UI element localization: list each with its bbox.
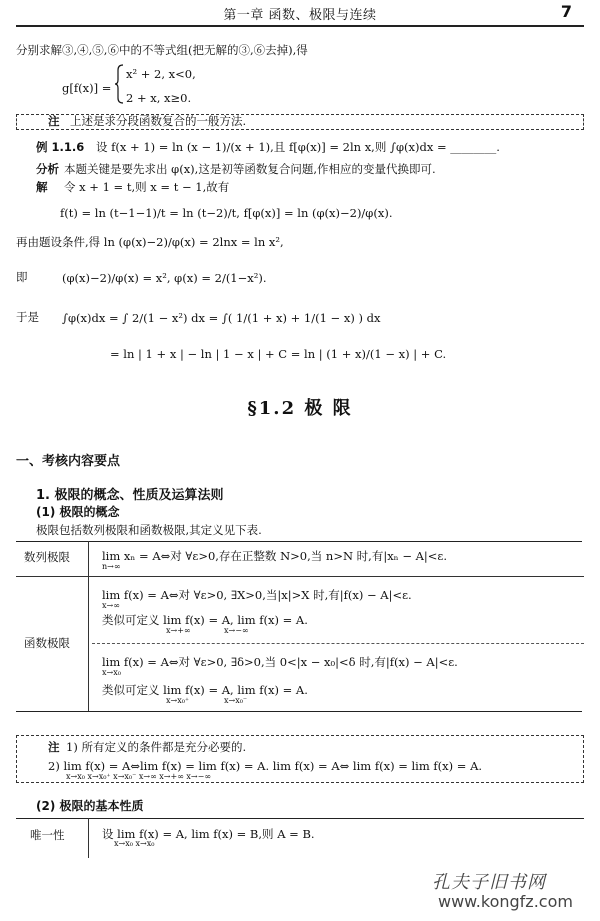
watermark-url: www.kongfz.com [438, 892, 573, 911]
analysis-text: 本题关键是要先求出 φ(x),这是初等函数复合问题,作相应的变量代换即可. [64, 162, 436, 176]
row-label-function: 函数极限 [24, 636, 70, 650]
table-dashed-line [92, 643, 584, 644]
function-def-2-sub2: x→−∞ [224, 626, 249, 635]
heading-4: (2) 极限的基本性质 [36, 799, 144, 813]
example-text: 设 f(x + 1) = ln (x − 1)/(x + 1),且 f[φ(x)] = 2ln x,则 ∫φ(x)dx = ________. [96, 140, 500, 154]
sequence-def: lim xₙ = A⇔对 ∀ε>0,存在正整数 N>0,当 n>N 时,有|xₙ − A|<ε. [102, 549, 448, 563]
header-rule [16, 25, 584, 27]
text-line: 分别求解③,④,⑤,⑥中的不等式组(把无解的③,⑥去掉),得 [16, 43, 308, 57]
heading-1: 一、考核内容要点 [16, 454, 121, 469]
function-def-2-sub1: x→+∞ [166, 626, 191, 635]
table2-topline [16, 818, 584, 819]
table-divider [88, 541, 89, 711]
row-label-sequence: 数列极限 [24, 550, 70, 564]
formula-ft: f(t) = ln (t−1−1)/t = ln (t−2)/t, f[φ(x)] = ln (φ(x)−2)/φ(x). [60, 206, 393, 220]
solution-label: 解 [36, 180, 48, 194]
note-label: 注 [48, 114, 60, 128]
note2-subs: x→x₀ x→x₀⁺ x→x₀⁻ x→∞ x→+∞ x→−∞ [66, 772, 212, 781]
page-number: 7 [560, 2, 572, 21]
uniqueness-subs: x→x₀ x→x₀ [114, 839, 155, 848]
note2-label: 注 [48, 740, 60, 754]
example-label: 例 1.1.6 [36, 140, 85, 154]
solution-text: 令 x + 1 = t,则 x = t − 1,故有 [64, 180, 230, 194]
note2-item-2: 2) lim f(x) = A⇔lim f(x) = lim f(x) = A. lim f(x) = A⇔ lim f(x) = lim f(x) = A. [48, 759, 483, 773]
function-def-2: 类似可定义 lim f(x) = A, lim f(x) = A. [102, 613, 308, 627]
analysis-label: 分析 [36, 162, 59, 176]
table-rowline [16, 576, 584, 577]
sequence-sub: n→∞ [102, 562, 121, 571]
watermark-brand: 孔夫子旧书网 [432, 872, 546, 893]
yushi-label: 于是 [16, 310, 39, 324]
integral-line-2: = ln | 1 + x | − ln | 1 − x | + C = ln | (1 + x)/(1 − x) | + C. [110, 347, 447, 361]
heading-2: 1. 极限的概念、性质及运算法则 [36, 488, 224, 503]
condition-line: 再由题设条件,得 ln (φ(x)−2)/φ(x) = 2lnx = ln x², [16, 235, 284, 249]
function-def-1: lim f(x) = A⇔对 ∀ε>0, ∃X>0,当|x|>X 时,有|f(x) − A|<ε. [102, 588, 412, 602]
ji-label: 即 [16, 270, 28, 284]
note2-item-1: 1) 所有定义的条件都是充分必要的. [66, 740, 247, 754]
formula-phi: (φ(x)−2)/φ(x) = x², φ(x) = 2/(1−x²). [62, 271, 267, 285]
function-def-1-sub: x→∞ [102, 601, 120, 610]
uniqueness-text: 设 lim f(x) = A, lim f(x) = B,则 A = B. [102, 827, 315, 841]
g-case-1: x² + 2, x<0, [126, 67, 196, 81]
function-def-3-sub: x→x₀ [102, 668, 121, 677]
heading-3: (1) 极限的概念 [36, 505, 120, 519]
chapter-title: 第一章 函数、极限与连续 [223, 8, 377, 23]
function-def-4-sub1: x→x₀⁺ [166, 696, 190, 705]
g-case-2: 2 + x, x≥0. [126, 91, 192, 105]
note-text: 上述是求分段函数复合的一般方法. [70, 114, 247, 128]
g-def-left: g[f(x)] = [62, 81, 112, 95]
intro-text: 极限包括数列极限和函数极限,其定义见下表. [36, 523, 262, 537]
table2-divider [88, 818, 89, 858]
uniqueness-label: 唯一性 [30, 828, 65, 842]
section-title: §1.2 极 限 [247, 398, 353, 419]
function-def-4: 类似可定义 lim f(x) = A, lim f(x) = A. [102, 683, 308, 697]
function-def-4-sub2: x→x₀⁻ [224, 696, 248, 705]
function-def-3: lim f(x) = A⇔对 ∀ε>0, ∃δ>0,当 0<|x − x₀|<δ 时,有|f(x) − A|<ε. [102, 655, 458, 669]
left-brace [114, 64, 124, 104]
integral-line-1: ∫φ(x)dx = ∫ 2/(1 − x²) dx = ∫( 1/(1 + x) + 1/(1 − x) ) dx [62, 311, 381, 325]
